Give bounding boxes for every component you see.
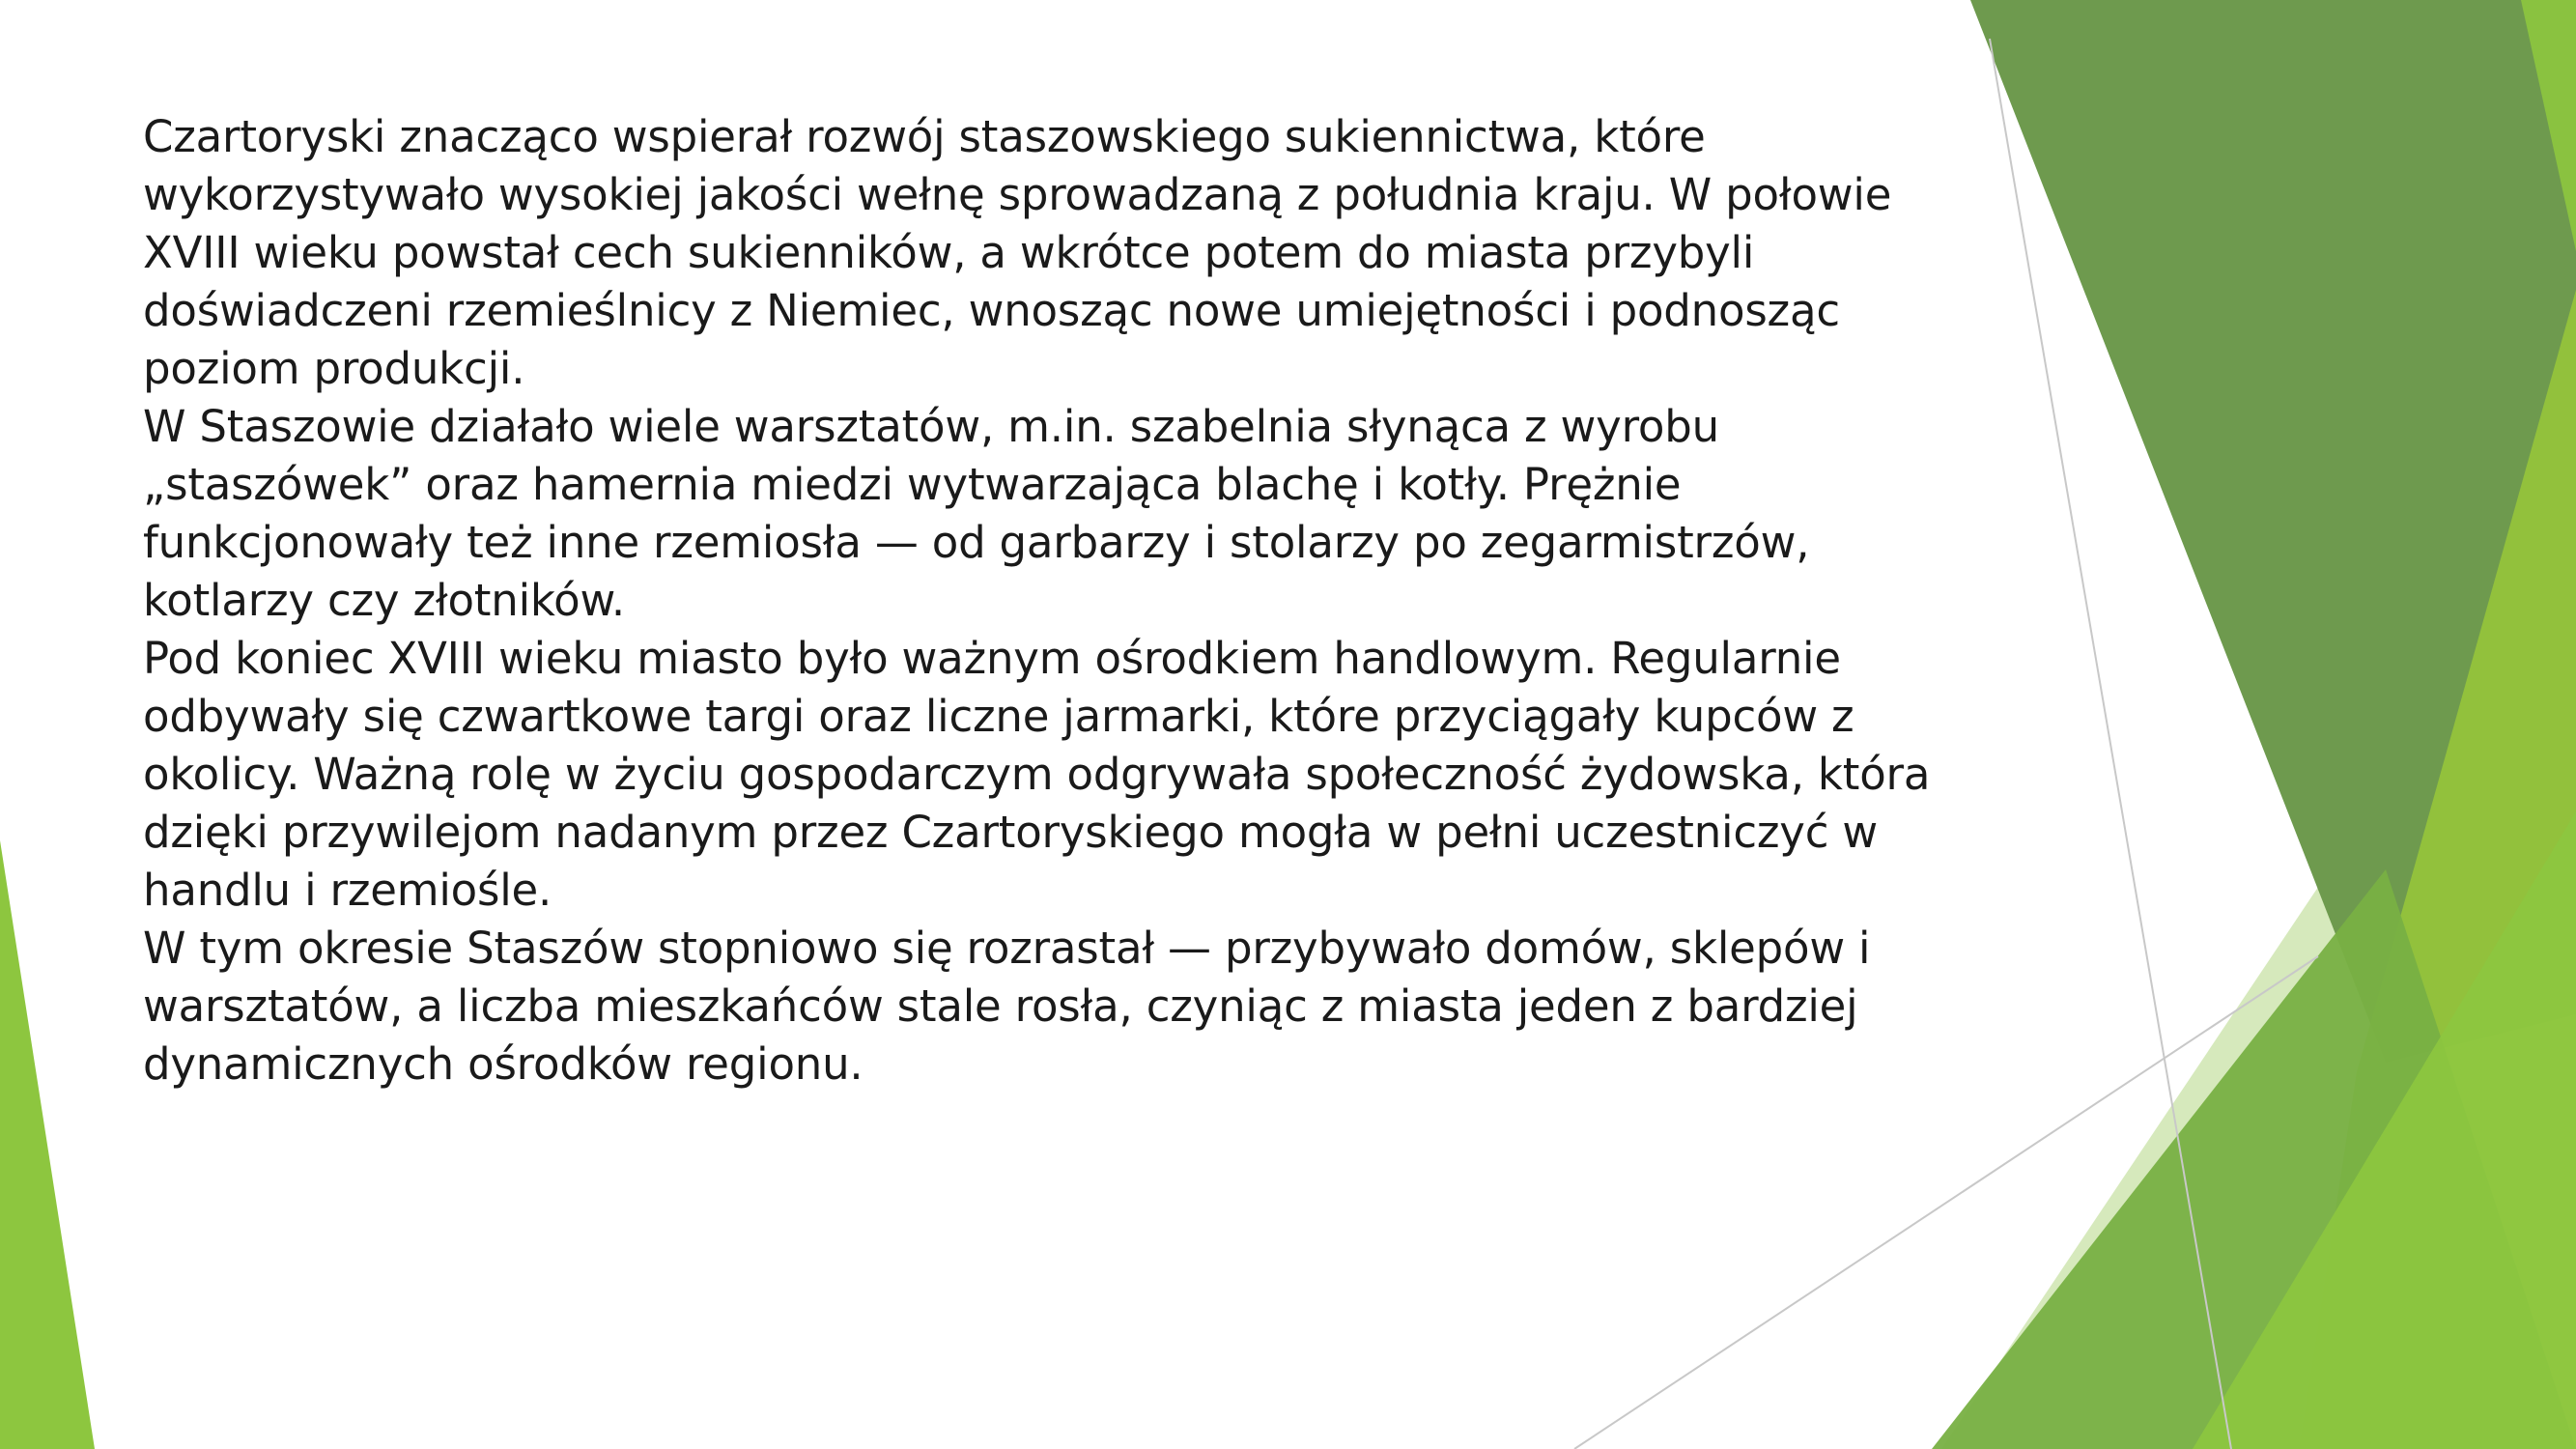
left-green-sliver	[0, 840, 95, 1449]
paragraph-1: Czartoryski znacząco wspierał rozwój staszowskiego sukiennictwa, które wykorzystywało wysokiej jakości wełnę sprowadzaną z południa kraju. W połowie XVIII wieku powstał cech sukienników, a wkrótce potem do miasta przybyli doświadczeni rzemieślnicy z Niemiec, wnosząc nowe umiejętności i podnosząc poziom produkcji.	[143, 111, 1892, 394]
paragraph-2: W Staszowie działało wiele warsztatów, m.in. szabelnia słynąca z wyrobu „staszówek” oraz hamernia miedzi wytwarzająca blachę i kotły. Prężnie funkcjonowały też inne rzemiosła — od garbarzy i stolarzy po zegarmistrzów, kotlarzy czy złotników.	[143, 401, 1810, 626]
body-text	[143, 108, 1959, 1094]
paragraph-4: W tym okresie Staszów stopniowo się rozrastał — przybywało domów, sklepów i warsztatów, a liczba mieszkańców stale rosła, czyniąc z miasta jeden z bardziej dynamicznych ośrodków regionu.	[143, 923, 1871, 1090]
paragraph-3: Pod koniec XVIII wieku miasto było ważnym ośrodkiem handlowym. Regularnie odbywały się czwartkowe targi oraz liczne jarmarki, które przyciągały kupców z okolicy. Ważną rolę w życiu gospodarczym odgrywała społeczność żydowska, która dzięki przywilejom nadanym przez Czartoryskiego mogła w pełni uczestniczyć w handlu i rzemiośle.	[143, 633, 1931, 916]
